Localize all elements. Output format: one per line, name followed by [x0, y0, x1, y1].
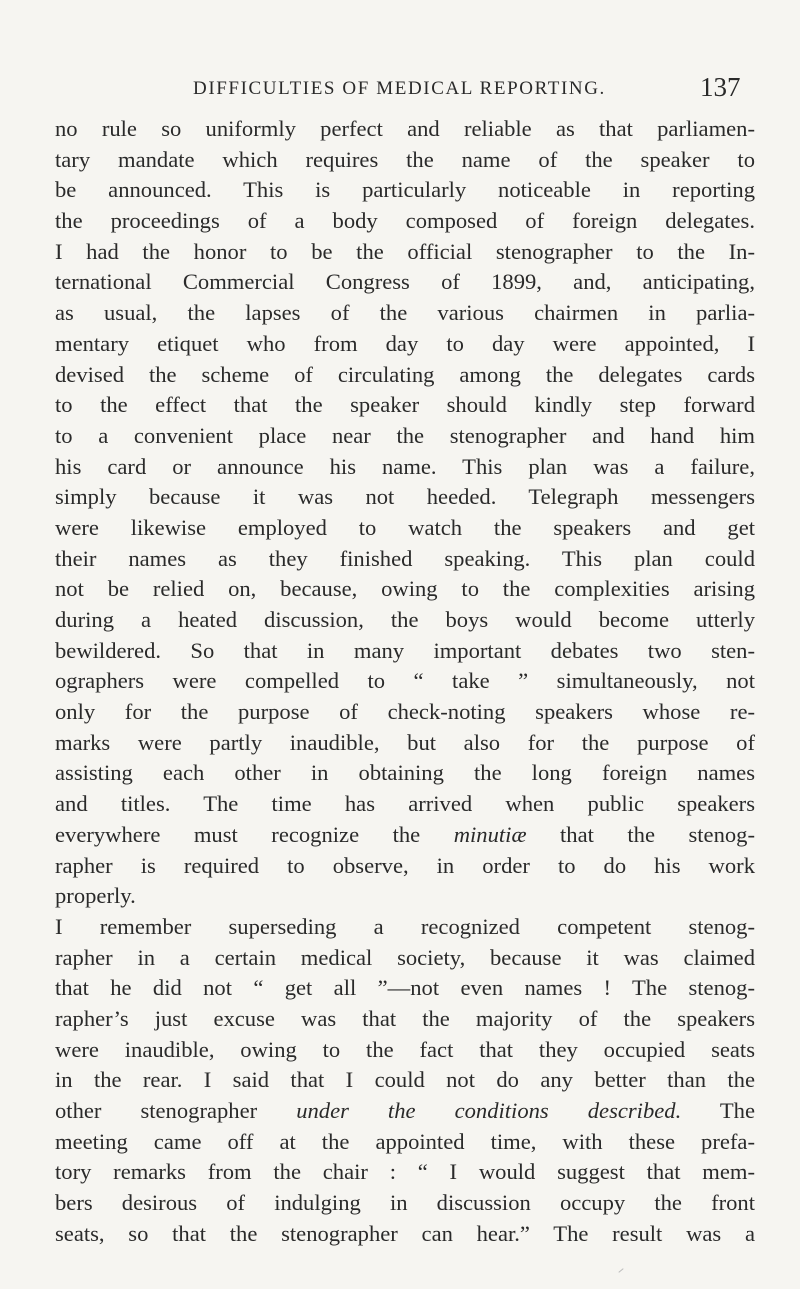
text-line: bewildered. So that in many important debates two sten- [55, 637, 755, 663]
text-line: assisting each other in obtaining the long foreign names [55, 760, 755, 786]
line-segment: everywhere must recognize the [55, 821, 454, 847]
text-line: that he did not “ get all ”—not even names ! The stenog- [55, 975, 755, 1001]
text-line: bers desirous of indulging in discussion occupy the front [55, 1190, 755, 1216]
line-segment: other stenographer [55, 1098, 297, 1123]
text-line: in the rear. I said that I could not do any better than the [55, 1067, 755, 1093]
text-line: mentary etiquet who from day to day were appointed, I [55, 330, 755, 356]
italic-term: minutiæ [453, 821, 527, 847]
line-segment: that the stenog- [526, 821, 755, 847]
text-line: and titles. The time has arrived when public speakers [55, 791, 755, 817]
text-line: rapher is required to observe, in order to do his work [55, 852, 755, 878]
body-text [55, 114, 755, 1249]
text-line: as usual, the lapses of the various chairmen in parlia- [55, 300, 755, 326]
text-line: not be relied on, because, owing to the complexities arising [55, 576, 755, 602]
text-line: to the effect that the speaker should kindly step forward [55, 392, 755, 418]
line-segment: The [681, 1098, 755, 1123]
text-line: I remember superseding a recognized competent stenog- [55, 913, 755, 939]
text-line-italic-phrase [55, 820, 755, 851]
text-line: devised the scheme of circulating among the delegates cards [55, 361, 755, 387]
text-line: during a heated discussion, the boys would become utterly [55, 607, 755, 632]
text-line-paragraph-end: properly. [55, 883, 136, 909]
text-line: tary mandate which requires the name of the speaker to [55, 146, 755, 172]
text-line-italic-phrase [55, 1096, 755, 1127]
text-line: be announced. This is particularly noticeable in reporting [55, 177, 755, 203]
italic-phrase: under the conditions described. [296, 1098, 682, 1123]
text-line: only for the purpose of check-noting speakers whose re- [55, 699, 755, 725]
paper-speck [618, 1268, 623, 1273]
text-line: were likewise employed to watch the speakers and get [55, 514, 755, 540]
text-line: ternational Commercial Congress of 1899, and, anticipating, [55, 269, 755, 295]
text-line: ographers were compelled to “ take ” simultaneously, not [55, 668, 755, 694]
text-line: meeting came off at the appointed time, with these prefa- [55, 1128, 755, 1154]
text-line: marks were partly inaudible, but also for the purpose of [55, 729, 755, 755]
text-line: seats, so that the stenographer can hear.” The result was a [55, 1220, 755, 1246]
page-number: 137 [700, 72, 741, 102]
text-line: I had the honor to be the official stenographer to the In- [55, 238, 755, 264]
text-line: no rule so uniformly perfect and reliable as that parliamen- [55, 116, 755, 141]
text-line: were inaudible, owing to the fact that they occupied seats [55, 1036, 755, 1062]
text-line: simply because it was not heeded. Telegraph messengers [55, 484, 755, 510]
text-line: rapher in a certain medical society, because it was claimed [55, 944, 755, 970]
text-line: rapher’s just excuse was that the majority of the speakers [55, 1005, 755, 1031]
text-line: his card or announce his name. This plan was a failure, [55, 453, 755, 479]
text-line: to a convenient place near the stenographer and hand him [55, 422, 755, 448]
running-head: DIFFICULTIES OF MEDICAL REPORTING. [193, 78, 606, 99]
text-line: tory remarks from the chair : “ I would suggest that mem- [55, 1159, 755, 1185]
text-line: their names as they finished speaking. This plan could [55, 545, 755, 571]
text-line: the proceedings of a body composed of foreign delegates. [55, 208, 755, 234]
